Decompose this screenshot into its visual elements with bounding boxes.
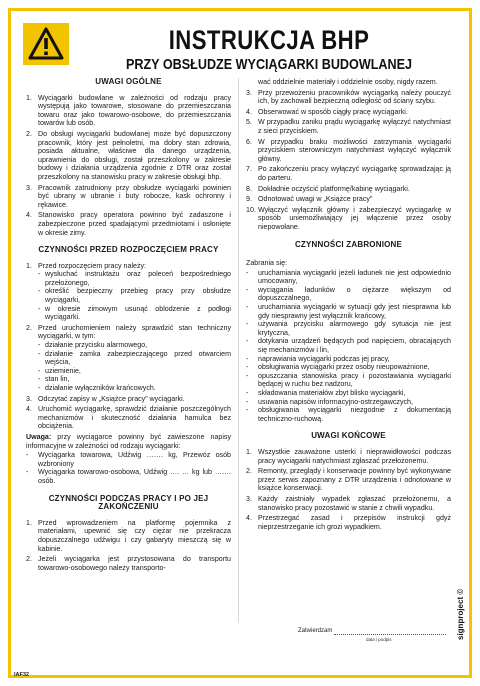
list-item (246, 195, 451, 204)
sub-item-text: uziemienie, (45, 366, 81, 375)
item-body (38, 262, 231, 322)
item-text: Przestrzegać zasad i przepisów instrukcji gdyż nieprzestrzeganie ich grozi wypadkiem. (258, 514, 451, 531)
item-number: 5. (246, 118, 252, 127)
item-number: 1. (26, 261, 32, 270)
forbidden-item: - składowania materiałów zbyt blisko wyciągarki, (246, 389, 451, 398)
during-list (26, 519, 231, 573)
sub-item: - działanie zamka zabezpieczającego przed otwarciem wejścia, (38, 349, 231, 367)
item-number: 2. (26, 555, 32, 564)
item-text: Przed wprowadzeniem na platformę pojemnika z materiałami, upewnić się czy ciężar nie przekracza dopuszczalnego udźwigu i czy gabaryty mieszczą się w kabinie. (38, 518, 231, 553)
sub-item: - działanie przycisku alarmowego, (38, 341, 231, 350)
list-item (246, 495, 451, 512)
item-text: W przypadku braku możliwości zatrzymania wyciągarki przyciskiem sterowniczym natychmiast wyłączyć wyłącznik główny. (258, 137, 451, 163)
list-item (26, 395, 231, 404)
note-item-text: Wyciągarka towarowa, Udźwig ……. kg, Przewóz osób wzbroniony (38, 451, 231, 468)
forbidden-item: - uruchamiania wyciągarki jeżeli ładunek nie jest odpowiednio umocowany, (246, 268, 451, 286)
sub-item-text: działanie zamka zabezpieczającego przed otwarciem wejścia, (45, 349, 231, 367)
approval-label: Zatwierdzam (298, 628, 333, 634)
item-text: Wyłączyć wyłącznik główny i zabezpieczyć wyciągarkę w sposób uniemożliwiający jej włączenie przez osoby niepowołane. (258, 205, 451, 231)
item-text: Przed rozpoczęciem pracy należy: (38, 261, 147, 270)
item-number: 1. (26, 518, 32, 527)
item-text: Każdy zaistniały wypadek zgłaszać przełożonemu, a stanowisko pracy pozostawić w stanie z chwili wypadku. (258, 494, 451, 512)
list-item (246, 514, 451, 531)
list-item (26, 262, 231, 322)
item-number: 3. (26, 183, 32, 192)
sub-item-text: działanie przycisku alarmowego, (45, 341, 148, 350)
note-item: - Wyciągarka towarowo-osobowa, Udźwig …. … kg lub ……. osób. (26, 468, 231, 485)
item-text: Stanowisko pracy operatora powinno być zadaszone i zabezpieczone przed spadającymi przedmiotami i osłonięte w okresie zimy. (38, 211, 231, 237)
page-title: INSTRUKCJA BHP (168, 25, 370, 55)
item-text: Przy przewożeniu pracowników wyciągarką należy pouczyć ich, by zachowali bezpieczną odległość od ściany szybu. (258, 88, 451, 106)
item-text: Wszystkie zauważone usterki i nieprawidłowości podczas pracy wyciągarki natychmiast zgłaszać przełożonemu. (258, 447, 451, 465)
forbidden-item-text: dotykania urządzeń będących pod napięciem, obracających się mechanizmów i lin, (258, 337, 451, 355)
sub-item-text: w okresie zimowym usunąć oblodzenie z podłogi wyciągarki. (45, 304, 231, 322)
general-list (26, 94, 231, 238)
section-heading-general: UWAGI OGÓLNE (95, 77, 162, 86)
continued-text: wać oddzielnie materiały i oddzielnie osoby, nigdy razem. (258, 78, 438, 86)
item-number: 1. (26, 93, 32, 102)
forbidden-item: - obsługiwania wyciągarki niezgodnie z dokumentacją techniczno-ruchową. (246, 406, 451, 423)
forbidden-item-text: opuszczania stanowiska pracy i pozostawiania wyciągarki będącej w ruchu bez nadzoru, (258, 371, 451, 389)
signature-caption: data i podpis (366, 637, 392, 642)
forbidden-item: - używania przycisku alarmowego gdy sytuacja nie jest krytyczna, (246, 320, 451, 337)
item-number: 3. (246, 88, 252, 97)
item-number: 4. (26, 405, 32, 414)
list-item (246, 108, 451, 117)
signature-line (334, 634, 446, 635)
list-item (26, 405, 231, 431)
section-heading-before: CZYNNOŚCI PRZED ROZPOCZĘCIEM PRACY (38, 245, 219, 255)
item-number: 4. (246, 514, 252, 523)
forbidden-item-text: uruchamiania wyciągarki w sytuacji gdy jest niesprawna lub gdy niesprawny jest wyłącznik krańcowy, (258, 303, 451, 320)
list-item (26, 519, 231, 553)
list-item (26, 130, 231, 182)
forbidden-item: - uruchamiania wyciągarki w sytuacji gdy jest niesprawna lub gdy niesprawny jest wyłącznik krańcowy, (246, 303, 451, 320)
list-item (246, 467, 451, 493)
item-number: 8. (246, 184, 252, 193)
forbidden-item: - wyciągania ładunków o ciężarze większym od dopuszczalnego, (246, 285, 451, 303)
sub-item-text: działanie wyłączników krańcowych. (45, 384, 156, 392)
item-number: 7. (246, 165, 252, 174)
list-item (246, 206, 451, 232)
item-text: Odczytać zapisy w „Książce pracy” wyciągarki. (38, 394, 185, 403)
item-text: Jeżeli wyciągarka jest przystosowana do transportu towarowo-osobowego należy transporto- (38, 555, 231, 572)
list-item (26, 94, 231, 128)
sub-item: - uziemienie, (38, 367, 231, 376)
list-item (246, 89, 451, 106)
item-number: 9. (246, 195, 252, 204)
forbidden-item-text: obsługiwania wyciągarki niezgodnie z dokumentacją techniczno-ruchową. (258, 406, 451, 423)
list-item (246, 118, 451, 135)
item-text: Obserwować w sposób ciągły pracę wyciągarki. (258, 107, 408, 116)
item-number: 6. (246, 137, 252, 146)
forbidden-item: - usuwania napisów informacyjno-ostrzegawczych, (246, 398, 451, 407)
forbidden-item-text: naprawiania wyciągarki podczas jej pracy, (258, 354, 390, 363)
list-item (246, 138, 451, 164)
list-item (26, 211, 231, 237)
list-item (246, 165, 451, 182)
item-number: 1. (246, 447, 252, 456)
item-text: Po zakończeniu pracy wyłączyć wyciągarkę sprowadzając ją do parteru. (258, 165, 451, 182)
page-subtitle: PRZY OBSŁUDZE WYCIĄGARKI BUDOWLANEJ (125, 56, 413, 73)
forbidden-item: - opuszczania stanowiska pracy i pozostawiania wyciągarki będącej w ruchu bez nadzoru, (246, 371, 451, 389)
sub-item: - w okresie zimowym usunąć oblodzenie z podłogi wyciągarki. (38, 304, 231, 322)
note-text: przy wyciągarce powinny być zawieszone napisy informacyjne w zależności od rodzaju wyciągarki: (26, 432, 231, 450)
sub-list (38, 270, 231, 322)
product-code: IAF32 (14, 672, 29, 678)
sub-item: - określić bezpieczny przebieg pracy przy obsłudze wyciągarki, (38, 287, 231, 305)
item-number: 4. (246, 107, 252, 116)
item-text: Odnotować uwagi w „Książce pracy” (258, 195, 373, 204)
forbidden-list (246, 269, 451, 424)
note-item: - Wyciągarka towarowa, Udźwig ……. kg, Przewóz osób wzbroniony (26, 451, 231, 468)
list-item (26, 184, 231, 210)
item-number: 2. (26, 129, 32, 138)
item-number: 4. (26, 211, 32, 220)
final-list (246, 448, 451, 531)
item-text: Do obsługi wyciągarki budowlanej może być dopuszczony pracownik, który jest pełnoletni, ma dobry stan zdrowia, posiada aktualne, właściwe dla danego urządzenia, uprawnienia do obsługi, został przeszkolony w zakresie budowy i działania urządzenia zgodnie z DTR oraz został przeszkolony na stanowisku pracy w zakresie obsługi bhp. (38, 129, 231, 181)
item-number: 2. (26, 323, 32, 332)
item-number: 3. (246, 494, 252, 503)
before-list (26, 262, 231, 431)
list-item (26, 324, 231, 393)
sub-item-text: wysłuchać instruktażu oraz poleceń bezpośredniego przełożonego, (45, 270, 231, 287)
note-label: Uwaga: (26, 432, 52, 441)
item-body (38, 324, 231, 393)
item-number: 2. (246, 467, 252, 476)
note-paragraph (26, 433, 231, 450)
right-column (246, 72, 451, 533)
sub-item: - działanie wyłączników krańcowych. (38, 384, 231, 393)
note-item-text: Wyciągarka towarowo-osobowa, Udźwig …. … kg lub ……. osób. (38, 468, 231, 485)
sub-item-text: określić bezpieczny przebieg pracy przy obsłudze wyciągarki, (45, 287, 231, 305)
list-item (246, 448, 451, 465)
section-heading-during: CZYNNOŚCI PODCZAS PRACY I PO JEJ ZAKOŃCZENIU (48, 493, 209, 512)
forbidden-item-text: wyciągania ładunków o ciężarze większym od dopuszczalnego, (258, 285, 451, 303)
forbidden-item-text: uruchamiania wyciągarki jeżeli ładunek nie jest odpowiednio umocowany, (258, 268, 451, 286)
sub-item-text: stan lin, (45, 375, 70, 384)
note-list (26, 451, 231, 485)
list-item (246, 185, 451, 194)
forbidden-item-text: używania przycisku alarmowego gdy sytuacja nie jest krytyczna, (258, 320, 451, 337)
warning-triangle-icon (28, 27, 64, 61)
item-number: 10. (246, 205, 256, 214)
warning-badge (23, 23, 69, 65)
item-text: Uruchomić wyciągarkę, sprawdzić działanie poszczególnych mechanizmów i skuteczność działania hamulca bez obciążenia. (38, 405, 231, 431)
forbidden-item: - dotykania urządzeń będących pod napięciem, obracających się mechanizmów i lin, (246, 337, 451, 355)
sub-item: - wysłuchać instruktażu oraz poleceń bezpośredniego przełożonego, (38, 270, 231, 287)
forbidden-item-text: obsługiwania wyciągarki przez osoby nieupoważnione, (258, 363, 430, 372)
forbidden-item-text: usuwania napisów informacyjno-ostrzegawczych, (258, 397, 413, 406)
section-heading-final: UWAGI KOŃCOWE (311, 431, 386, 441)
item-text: Przed uruchomieniem należy sprawdzić stan techniczny wyciągarki, w tym: (38, 323, 231, 341)
during-list-continued (246, 89, 451, 232)
column-divider (238, 78, 239, 623)
item-text: W przypadku zaniku prądu wyciągarkę wyłączyć natychmiast z sieci przyciskiem. (258, 118, 451, 135)
item-text: Wyciągarki budowlane w zależności od rodzaju pracy występują jako towarowe, stosowane do przemieszczania towaru oraz jako towarowo-osobowe, do przemieszczania towarów lub osób. (38, 93, 231, 128)
forbidden-item: - obsługiwania wyciągarki przez osoby nieupoważnione, (246, 363, 451, 372)
item-text: Dokładnie oczyścić platformę/kabinę wyciągarki. (258, 184, 410, 193)
item-number: 3. (26, 394, 32, 403)
sub-list (38, 341, 231, 393)
forbidden-intro: Zabrania się: (246, 259, 288, 268)
section-heading-forbidden: CZYNNOŚCI ZABRONIONE (294, 239, 403, 249)
left-column (26, 72, 231, 574)
item-text: Remonty, przeglądy i konserwacje powinny być wykonywane przez serwis zapoznany z DTR urządzenia i odnotowane w książce konserwacji. (258, 467, 451, 493)
list-item (26, 555, 231, 572)
brand-mark: signproject © (456, 588, 465, 640)
sub-item: - stan lin, (38, 375, 231, 384)
forbidden-item-text: składowania materiałów zbyt blisko wyciągarki, (258, 389, 406, 397)
forbidden-item: - naprawiania wyciągarki podczas jej pracy, (246, 355, 451, 364)
item-text: Pracownik zatrudniony przy obsłudze wyciągarki powinien być ubrany w ubranie i buty robocze, kask ochronny i rękawice. (38, 183, 231, 209)
